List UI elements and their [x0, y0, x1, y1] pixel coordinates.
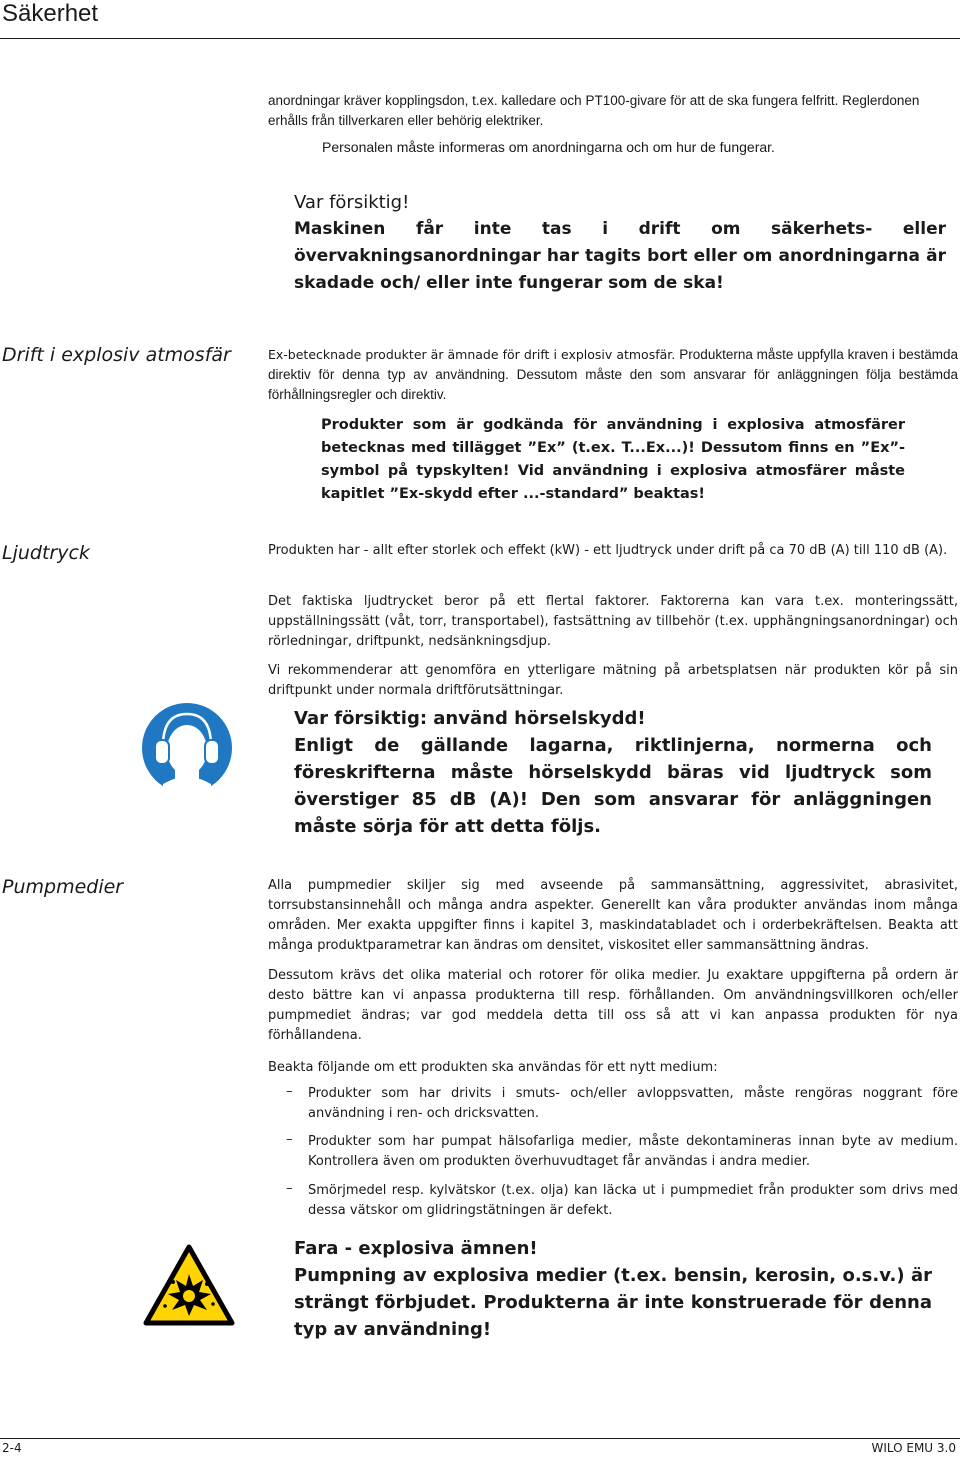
warning-hearing-title: Var försiktig: använd hörselskydd! — [294, 708, 646, 729]
section-heading-noise: Ljudtryck — [2, 542, 90, 564]
ex-paragraph-1 — [268, 345, 958, 405]
footer-rule — [0, 1438, 960, 1439]
intro-paragraph-2: Personalen måste informeras om anordningarna och om hur de fungerar. — [322, 139, 775, 155]
explosive-warning-icon — [143, 1244, 235, 1326]
ex-paragraph-2: Produkter som är godkända för användning i explosiva atmosfärer betecknas med tillägget ”Ex” (t.ex. T...Ex...)! Dessutom finns en ”Ex”-symbol på typskylten! Vid användning i explosiva atmosfärer måste kapitlet ”Ex-skydd efter ...-standard” beaktas! — [321, 417, 905, 502]
warning-caution-body: Maskinen får inte tas i drift om säkerhets- eller övervakningsanordningar har tagits bort eller om anordningarna är skadade och/ eller inte fungerar som de ska! — [294, 219, 946, 293]
media-paragraph-2: Dessutom krävs det olika material och rotorer för olika medier. Ju exaktare uppgifterna på ordern är desto bättre kan vi anpassa produkterna till resp. förhållanden. Om användningsvillkoren och/eller pumpmediet ändras; var god meddela detta till oss så att vi kan anpassa produkten för nya förhållandena. — [268, 968, 958, 1043]
footer-page-number: 2-4 — [2, 1441, 22, 1455]
warning-explosive-body: Pumpning av explosiva medier (t.ex. bensin, kerosin, o.s.v.) är strängt förbjudet. Produkterna är inte konstruerade för denna typ av användning! — [294, 1265, 932, 1340]
footer-product-name: WILO EMU 3.0 — [871, 1441, 956, 1455]
media-paragraph-3: Beakta följande om ett produkten ska användas för ett nytt medium: — [268, 1060, 718, 1075]
noise-paragraph-3: Vi rekommenderar att genomföra en ytterligare mätning på arbetsplatsen när produkten kör på sin driftpunkt under normala driftförutsättningar. — [268, 663, 958, 698]
warning-hearing-body: Enligt de gällande lagarna, riktlinjerna, normerna och föreskrifterna måste hörselskydd bäras vid ljudtryck som överstiger 85 dB (A)! Den som ansvarar för anläggningen måste sörja för att detta följs. — [294, 735, 932, 837]
bullet-mark-3: – — [286, 1181, 293, 1196]
noise-paragraph-1: Produkten har - allt efter storlek och effekt (kW) - ett ljudtryck under drift på ca 70 dB (A) till 110 dB (A). — [268, 543, 948, 558]
warning-explosive-title: Fara - explosiva ämnen! — [294, 1238, 538, 1259]
hearing-protection-icon — [139, 700, 235, 796]
header-rule — [0, 38, 960, 39]
section-heading-media: Pumpmedier — [2, 876, 124, 898]
ex-paragraph-1b: Produkterna måste uppfylla kraven i bestämda direktiv för denna typ av användning. Dessutom måste den som ansvarar för anläggningen följa bestämda förhållningsregler och direktiv. — [268, 347, 958, 402]
section-heading-ex: Drift i explosiv atmosfär — [2, 344, 231, 366]
noise-paragraph-2: Det faktiska ljudtrycket beror på ett flertal faktorer. Faktorerna kan vara t.ex. monteringssätt, uppställningssätt (våt, torr, transportabel), fastsättning av tillbehör (t.ex. upphängningsanordningar) och rörledningar, driftpunkt, nedsänkningsdjup. — [268, 594, 958, 649]
intro-paragraph-1: anordningar kräver kopplingsdon, t.ex. kalledare och PT100-givare för att de ska fungera felfritt. Reglerdonen erhålls från tillverkaren eller behörig elektriker. — [268, 93, 920, 128]
media-paragraph-1: Alla pumpmedier skiljer sig med avseende på sammansättning, aggressivitet, abrasivitet, torrsubstansinnehåll och många andra aspekter. Generellt kan våra produkter användas inom många områden. Mer exakta uppgifter finns i kapitel 3, maskindatabladet och i orderbekräftelsen. Beakta att många produktparametrar kan ändras om densitet, viskositet eller sammansättning ändras. — [268, 878, 958, 953]
media-bullet-3: Smörjmedel resp. kylvätskor (t.ex. olja) kan läcka ut i pumpmediet från produkter som drivs med dessa vätskor om glidringstätningen är defekt. — [308, 1183, 958, 1218]
warning-caution-title: Var försiktig! — [294, 192, 410, 213]
media-bullet-1: Produkter som har drivits i smuts- och/eller avloppsvatten, måste rengöras noggrant före användning i ren- och dricksvatten. — [308, 1086, 958, 1121]
bullet-mark-2: – — [286, 1132, 293, 1147]
page-header-title: Säkerhet — [2, 0, 99, 27]
ex-paragraph-1a: Ex-betecknade produkter är ämnade för drift i explosiv atmosfär. — [268, 347, 676, 362]
bullet-mark-1: – — [286, 1084, 293, 1099]
media-bullet-2: Produkter som har pumpat hälsofarliga medier, måste dekontamineras innan byte av medium. Kontrollera även om produkten överhuvudtaget får användas i andra medier. — [308, 1134, 958, 1169]
